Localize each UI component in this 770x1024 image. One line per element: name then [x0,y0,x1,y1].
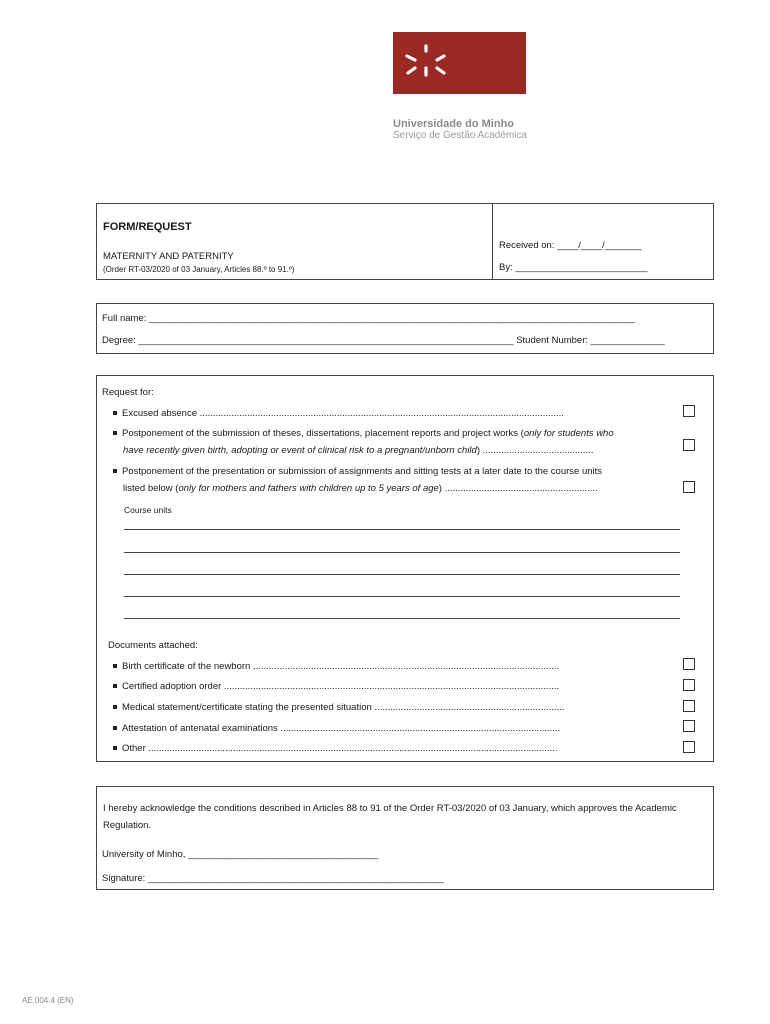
request-item-postpone-assignments: Postponement of the presentation or submission of assignments and sitting tests at a later date to the course units [113,466,667,477]
checkbox-birth-certificate[interactable] [683,658,695,670]
course-unit-line[interactable] [124,574,680,575]
document-item-birth-certificate: Birth certificate of the newborn .................................................................................................................... [113,661,667,672]
bullet-icon [113,726,117,730]
signature-field[interactable]: Signature: ________________________________________________________ [102,873,444,884]
place-field[interactable]: University of Minho, ____________________________________ [102,849,379,860]
checkbox-other[interactable] [683,741,695,753]
document-item-other: Other ........................................................................................................................................................... [113,743,667,754]
declaration-text: I hereby acknowledge the conditions described in Articles 88 to 91 of the Order RT-03/2020 of 03 January, which approves the Academic Regulation. [103,803,677,831]
request-box [96,375,714,762]
course-unit-line[interactable] [124,529,680,530]
received-by-field[interactable]: By: _________________________ [499,262,648,273]
identity-box [96,303,714,354]
document-code: AE.004.4 (EN) [22,996,74,1005]
form-title: FORM/REQUEST [103,221,192,233]
declaration-box [96,786,714,890]
course-unit-line[interactable] [124,596,680,597]
checkbox-medical-statement[interactable] [683,700,695,712]
checkbox-adoption-order[interactable] [683,679,695,691]
form-order-reference: (Order RT-03/2020 of 03 January, Articles 88.º to 91.º) [103,265,295,274]
degree-student-number-field[interactable]: Degree: _______________________________________________________________________ Student Number: ______________ [102,335,665,346]
checkbox-antenatal[interactable] [683,720,695,732]
document-item-medical-statement: Medical statement/certificate stating the presented situation ........................................................................ [113,702,667,713]
bullet-icon [113,746,117,750]
course-units-label: Course units [124,505,172,515]
bullet-icon [113,664,117,668]
checkbox-postpone-theses[interactable] [683,439,695,451]
course-unit-line[interactable] [124,618,680,619]
org-subtitle: Serviço de Gestão Académica [393,130,527,141]
request-item-postpone-theses-cont: have recently given birth, adopting or event of clinical risk to a pregnant/unborn child) .......................................... [123,445,594,456]
bullet-icon [113,411,117,415]
org-name: Universidade do Minho [393,118,515,130]
document-item-adoption-order: Certified adoption order ............................................................................................................................... [113,681,667,692]
received-on-field[interactable]: Received on: ____/____/_______ [499,240,642,251]
bullet-icon [113,431,117,435]
checkbox-excused-absence[interactable] [683,405,695,417]
university-logo [393,32,526,94]
request-item-excused-absence: Excused absence .......................................................................................................................................... [113,408,667,419]
form-header-box [96,203,493,280]
office-use-box [492,203,714,280]
documents-label: Documents attached: [108,640,198,651]
star-burst-icon [393,32,526,94]
request-item-postpone-assignments-cont: listed below (only for mothers and fathers with children up to 5 years of age) .......................................................... [123,483,598,494]
document-item-antenatal: Attestation of antenatal examinations .......................................................................................................... [113,723,667,734]
full-name-field[interactable]: Full name: ____________________________________________________________________________________________ [102,313,636,324]
request-label: Request for: [102,387,154,398]
bullet-icon [113,469,117,473]
bullet-icon [113,684,117,688]
checkbox-postpone-assignments[interactable] [683,481,695,493]
bullet-icon [113,705,117,709]
course-unit-line[interactable] [124,552,680,553]
form-subtitle: MATERNITY AND PATERNITY [103,251,234,262]
request-item-postpone-theses: Postponement of the submission of theses, dissertations, placement reports and project works (only for students who [113,428,667,439]
